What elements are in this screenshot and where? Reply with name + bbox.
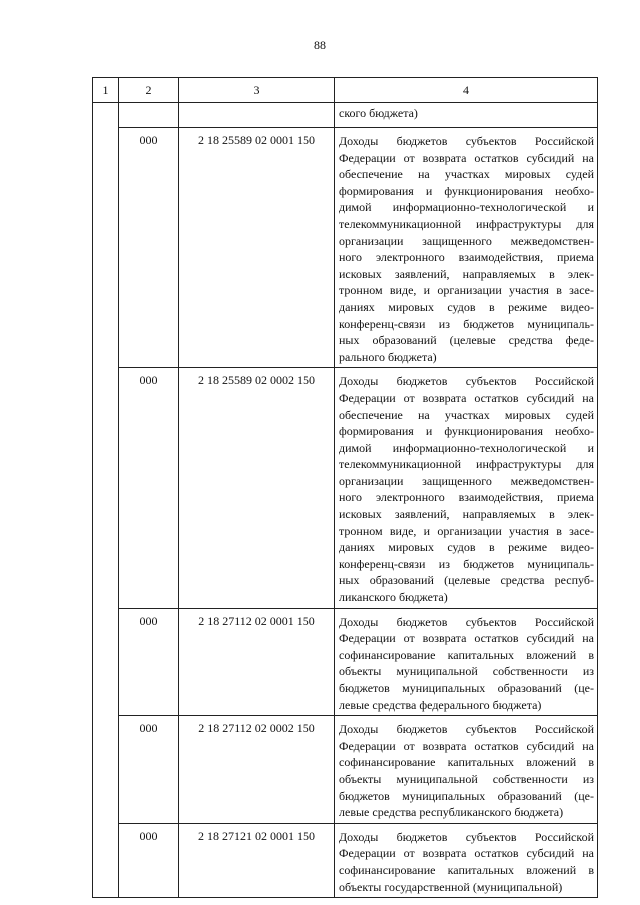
header-col-1: 1 bbox=[93, 78, 119, 103]
budget-classification-code-cell: 2 18 25589 02 0002 150 bbox=[179, 368, 335, 608]
budget-classification-code-cell: 2 18 27112 02 0002 150 bbox=[179, 716, 335, 824]
income-description-cell bbox=[335, 608, 598, 716]
income-description-cell bbox=[335, 368, 598, 608]
description-line: рального бюджета) bbox=[339, 349, 437, 364]
table-row bbox=[93, 716, 598, 824]
section-number-cell bbox=[93, 103, 119, 898]
table-row bbox=[93, 608, 598, 716]
income-description-cell bbox=[335, 716, 598, 824]
description-line: объекты государственной (муниципальной) bbox=[339, 879, 563, 894]
description-line: ликанского бюджета) bbox=[339, 590, 448, 605]
description-line: Федерации от возврата остатков субсидий на bbox=[339, 150, 594, 165]
header-col-2: 2 bbox=[119, 78, 179, 103]
description-line: даниях мировых судов в режиме видео- bbox=[339, 540, 594, 555]
description-line: организации защищенного межведомствен- bbox=[339, 233, 594, 248]
description-line: софинансирование капитальных вложений в bbox=[339, 862, 594, 877]
budget-classification-code-cell: 2 18 25589 02 0001 150 bbox=[179, 128, 335, 368]
description-line: обеспечение на участках мировых судей bbox=[339, 407, 594, 422]
description-line: димой информационно-технологической и bbox=[339, 200, 594, 215]
budget-code-table bbox=[92, 77, 598, 898]
admin-code-cell: 000 bbox=[119, 823, 179, 897]
continuation-row bbox=[93, 103, 598, 128]
description-line: левые средства федерального бюджета) bbox=[339, 697, 542, 712]
description-line: даниях мировых судов в режиме видео- bbox=[339, 299, 594, 314]
page-number: 88 bbox=[314, 38, 326, 52]
description-line: конференц-связи из бюджетов муниципаль- bbox=[339, 316, 594, 331]
description-line: формирования и функционирования необхо- bbox=[339, 424, 594, 439]
description-line: формирования и функционирования необхо- bbox=[339, 183, 594, 198]
description-line: объекты муниципальной собственности из bbox=[339, 771, 594, 786]
description-line: софинансирование капитальных вложений в bbox=[339, 647, 594, 662]
description-line: Доходы бюджетов субъектов Российской bbox=[339, 722, 594, 737]
description-line: Федерации от возврата остатков субсидий на bbox=[339, 846, 594, 861]
admin-code-cell: 000 bbox=[119, 368, 179, 608]
description-line: телекоммуникационной инфраструктуры для bbox=[339, 457, 594, 472]
admin-code-cell: 000 bbox=[119, 608, 179, 716]
description-line: бюджетов муниципальных образований (це- bbox=[339, 681, 594, 695]
description-line: Доходы бюджетов субъектов Российской bbox=[339, 614, 594, 629]
description-line: телекоммуникационной инфраструктуры для bbox=[339, 216, 594, 231]
description-line: бюджетов муниципальных образований (це- bbox=[339, 788, 594, 803]
table-row bbox=[93, 368, 598, 608]
description-line: тронном виде, и организации участия в засе- bbox=[339, 283, 594, 298]
description-line: Федерации от возврата остатков субсидий на bbox=[339, 738, 594, 753]
continuation-text: ского бюджета) bbox=[335, 103, 598, 128]
income-description-cell bbox=[335, 823, 598, 897]
description-line: Доходы бюджетов субъектов Российской bbox=[339, 374, 594, 389]
description-line: Доходы бюджетов субъектов Российской bbox=[339, 134, 594, 148]
table-row bbox=[93, 823, 598, 897]
continuation-code-cell bbox=[119, 103, 179, 128]
header-col-3: 3 bbox=[179, 78, 335, 103]
description-line: ного электронного взаимодействия, приема bbox=[339, 250, 594, 265]
description-line: исковых заявлений, направляемых в элек- bbox=[339, 507, 594, 522]
description-line: организации защищенного межведомствен- bbox=[339, 473, 594, 488]
description-line: ных образований (целевые средства феде- bbox=[339, 333, 594, 348]
description-line: левые средства республиканского бюджета) bbox=[339, 805, 564, 820]
description-line: димой информационно-технологической и bbox=[339, 440, 594, 455]
budget-classification-code-cell: 2 18 27121 02 0001 150 bbox=[179, 823, 335, 897]
table-row bbox=[93, 128, 598, 368]
admin-code-cell: 000 bbox=[119, 716, 179, 824]
admin-code-cell: 000 bbox=[119, 128, 179, 368]
income-description-cell bbox=[335, 128, 598, 368]
description-line: исковых заявлений, направляемых в элек- bbox=[339, 266, 594, 281]
description-line: Федерации от возврата остатков субсидий на bbox=[339, 390, 594, 405]
continuation-kbk-cell bbox=[179, 103, 335, 128]
description-line: Федерации от возврата остатков субсидий на bbox=[339, 631, 594, 646]
budget-classification-code-cell: 2 18 27112 02 0001 150 bbox=[179, 608, 335, 716]
description-line: ных образований (целевые средства респуб- bbox=[339, 573, 594, 588]
header-col-4: 4 bbox=[335, 78, 598, 103]
description-line: объекты муниципальной собственности из bbox=[339, 664, 594, 679]
table-header-row bbox=[93, 78, 598, 103]
description-line: тронном виде, и организации участия в засе- bbox=[339, 523, 594, 538]
description-line: конференц-связи из бюджетов муниципаль- bbox=[339, 556, 594, 571]
description-line: ного электронного взаимодействия, приема bbox=[339, 490, 594, 505]
description-line: обеспечение на участках мировых судей bbox=[339, 167, 594, 182]
description-line: софинансирование капитальных вложений в bbox=[339, 755, 594, 770]
description-line: Доходы бюджетов субъектов Российской bbox=[339, 829, 594, 844]
